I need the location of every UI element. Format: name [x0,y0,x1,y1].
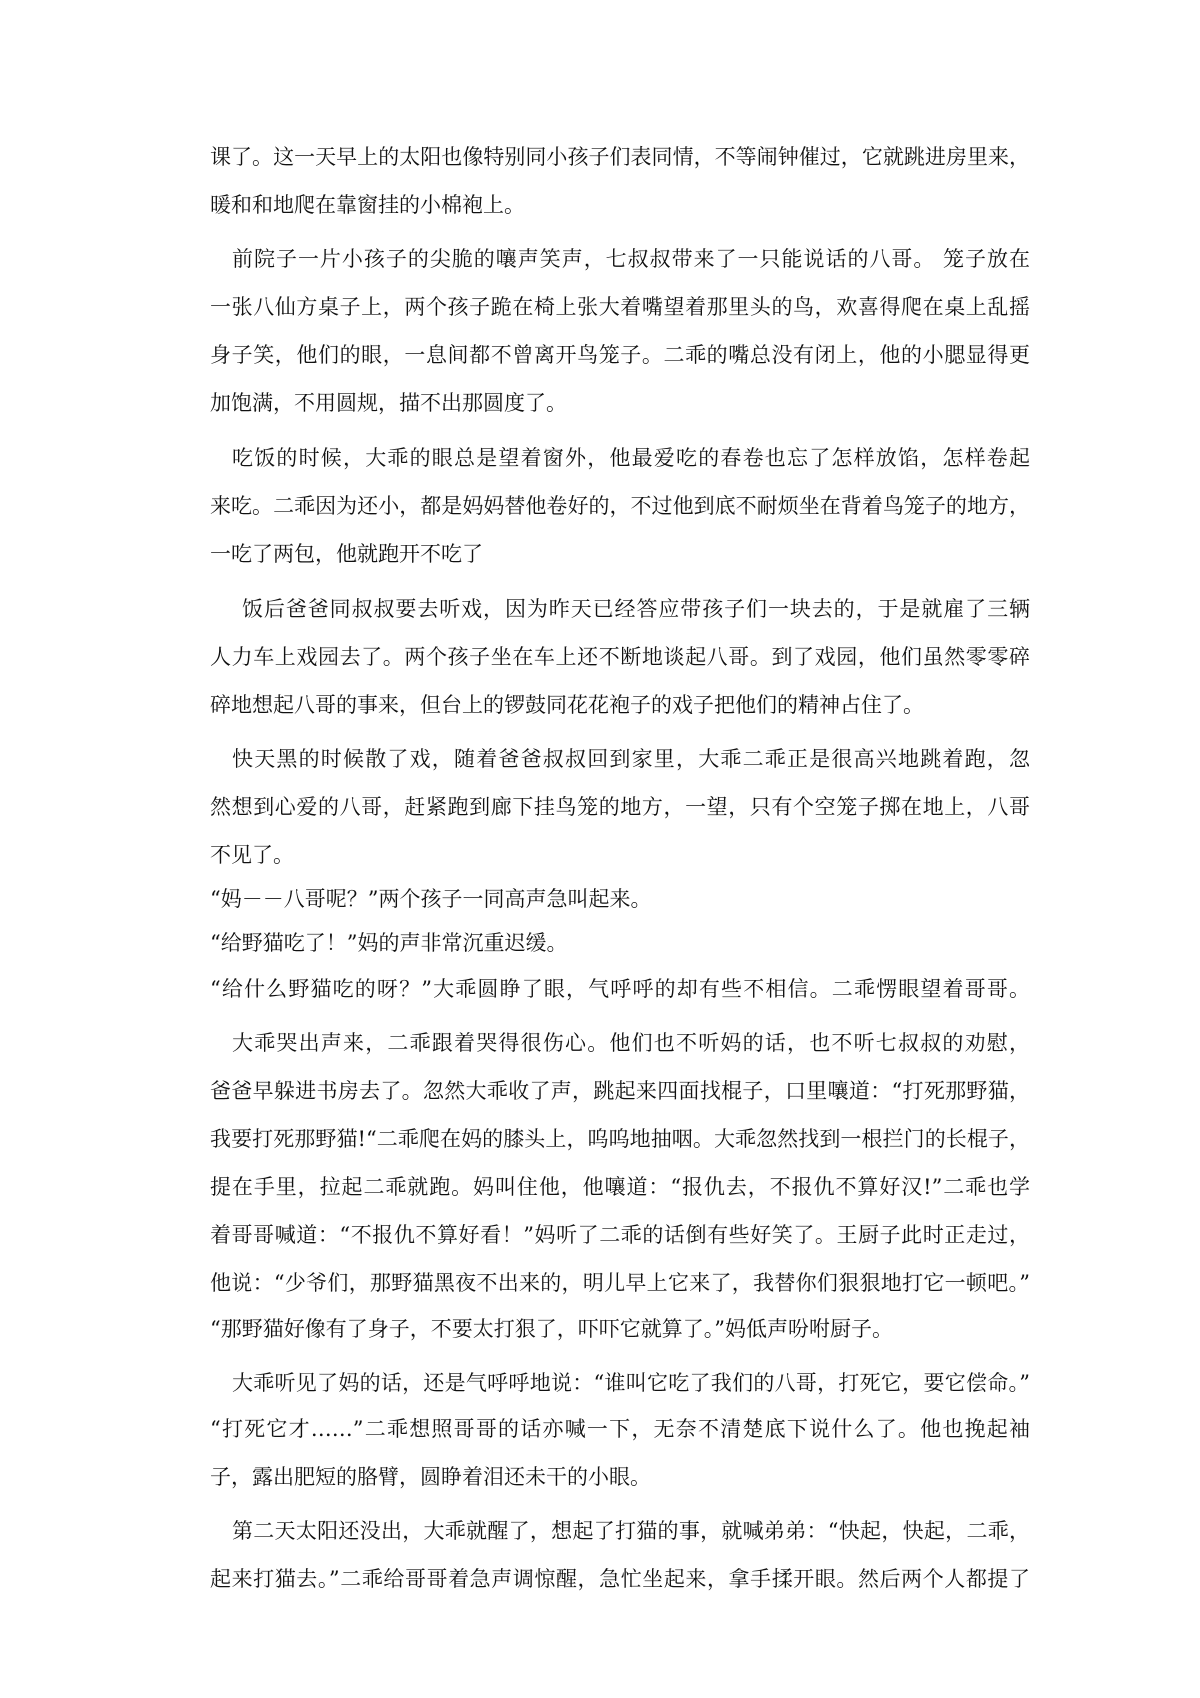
text-line: 爸爸早躲进书房去了。忽然大乖收了声，跳起来四面找棍子，口里嚷道：“打死那野猫， [210,1079,1030,1103]
text-line: 他说：“少爷们，那野猫黑夜不出来的，明儿早上它来了，我替你们狠狠地打它一顿吧。” [210,1271,1030,1295]
text-line: 碎地想起八哥的事来，但台上的锣鼓同花花袍子的戏子把他们的精神占住了。 [210,693,924,717]
text-line: 来吃。二乖因为还小，都是妈妈替他卷好的，不过他到底不耐烦坐在背着鸟笼子的地方， [210,494,1030,518]
paragraph-first-line: 吃饭的时候，大乖的眼总是望着窗外，他最爱吃的春卷也忘了怎样放馅，怎样卷起 [232,446,1030,470]
text-line: 暖和和地爬在靠窗挂的小棉袍上。 [210,193,525,217]
dialogue-line: “打死它才……”二乖想照哥哥的话亦喊一下，无奈不清楚底下说什么了。他也挽起袖 [210,1417,1030,1441]
text-line: 提在手里，拉起二乖就跑。妈叫住他，他嚷道：“报仇去，不报仇不算好汉!”二乖也学 [210,1175,1030,1199]
paragraph-first-line: 前院子一片小孩子的尖脆的嚷声笑声，七叔叔带来了一只能说话的八哥。 笼子放在 [232,247,1030,271]
text-line: 子，露出肥短的胳臂，圆睁着泪还未干的小眼。 [210,1465,651,1489]
paragraph-first-line: 饭后爸爸同叔叔要去听戏，因为昨天已经答应带孩子们一块去的，于是就雇了三辆 [242,597,1030,621]
paragraph-first-line: 快天黑的时候散了戏，随着爸爸叔叔回到家里，大乖二乖正是很高兴地跳着跑，忽 [232,747,1030,771]
paragraph-first-line: 大乖听见了妈的话，还是气呼呼地说：“谁叫它吃了我们的八哥，打死它，要它偿命。” [232,1371,1030,1395]
text-line: 一吃了两包，他就跑开不吃了 [210,542,483,566]
text-line: 人力车上戏园去了。两个孩子坐在车上还不断地谈起八哥。到了戏园，他们虽然零零碎 [210,645,1030,669]
text-line: 起来打猫去。”二乖给哥哥着急声调惊醒，急忙坐起来，拿手揉开眼。然后两个人都提了 [210,1567,1030,1591]
text-line: 身子笑，他们的眼，一息间都不曾离开鸟笼子。二乖的嘴总没有闭上，他的小腮显得更 [210,343,1030,367]
dialogue-line: “妈－－八哥呢？”两个孩子一同高声急叫起来。 [210,887,652,911]
text-line: 一张八仙方桌子上，两个孩子跪在椅上张大着嘴望着那里头的鸟，欢喜得爬在桌上乱摇 [210,295,1030,319]
text-line: 不见了。 [210,843,294,867]
dialogue-line: “给野猫吃了！”妈的声非常沉重迟缓。 [210,931,568,955]
dialogue-line: “那野猫好像有了身子，不要太打狠了，吓吓它就算了。”妈低声吩咐厨子。 [210,1317,893,1341]
text-line: 加饱满，不用圆规，描不出那圆度了。 [210,391,567,415]
text-line: 课了。这一天早上的太阳也像特别同小孩子们表同情，不等闹钟催过，它就跳进房里来， [210,145,1030,169]
text-line: 着哥哥喊道：“不报仇不算好看！”妈听了二乖的话倒有些好笑了。王厨子此时正走过， [210,1223,1030,1247]
text-line: 我要打死那野猫!“二乖爬在妈的膝头上，呜呜地抽咽。大乖忽然找到一根拦门的长棍子， [210,1127,1030,1151]
text-line: 然想到心爱的八哥，赶紧跑到廊下挂鸟笼的地方，一望，只有个空笼子掷在地上，八哥 [210,795,1030,819]
dialogue-line: “给什么野猫吃的呀？”大乖圆睁了眼，气呼呼的却有些不相信。二乖愣眼望着哥哥。 [210,977,1030,1001]
paragraph-first-line: 大乖哭出声来，二乖跟着哭得很伤心。他们也不听妈的话，也不听七叔叔的劝慰， [232,1031,1030,1055]
paragraph-first-line: 第二天太阳还没出，大乖就醒了，想起了打猫的事，就喊弟弟：“快起，快起，二乖， [232,1519,1030,1543]
